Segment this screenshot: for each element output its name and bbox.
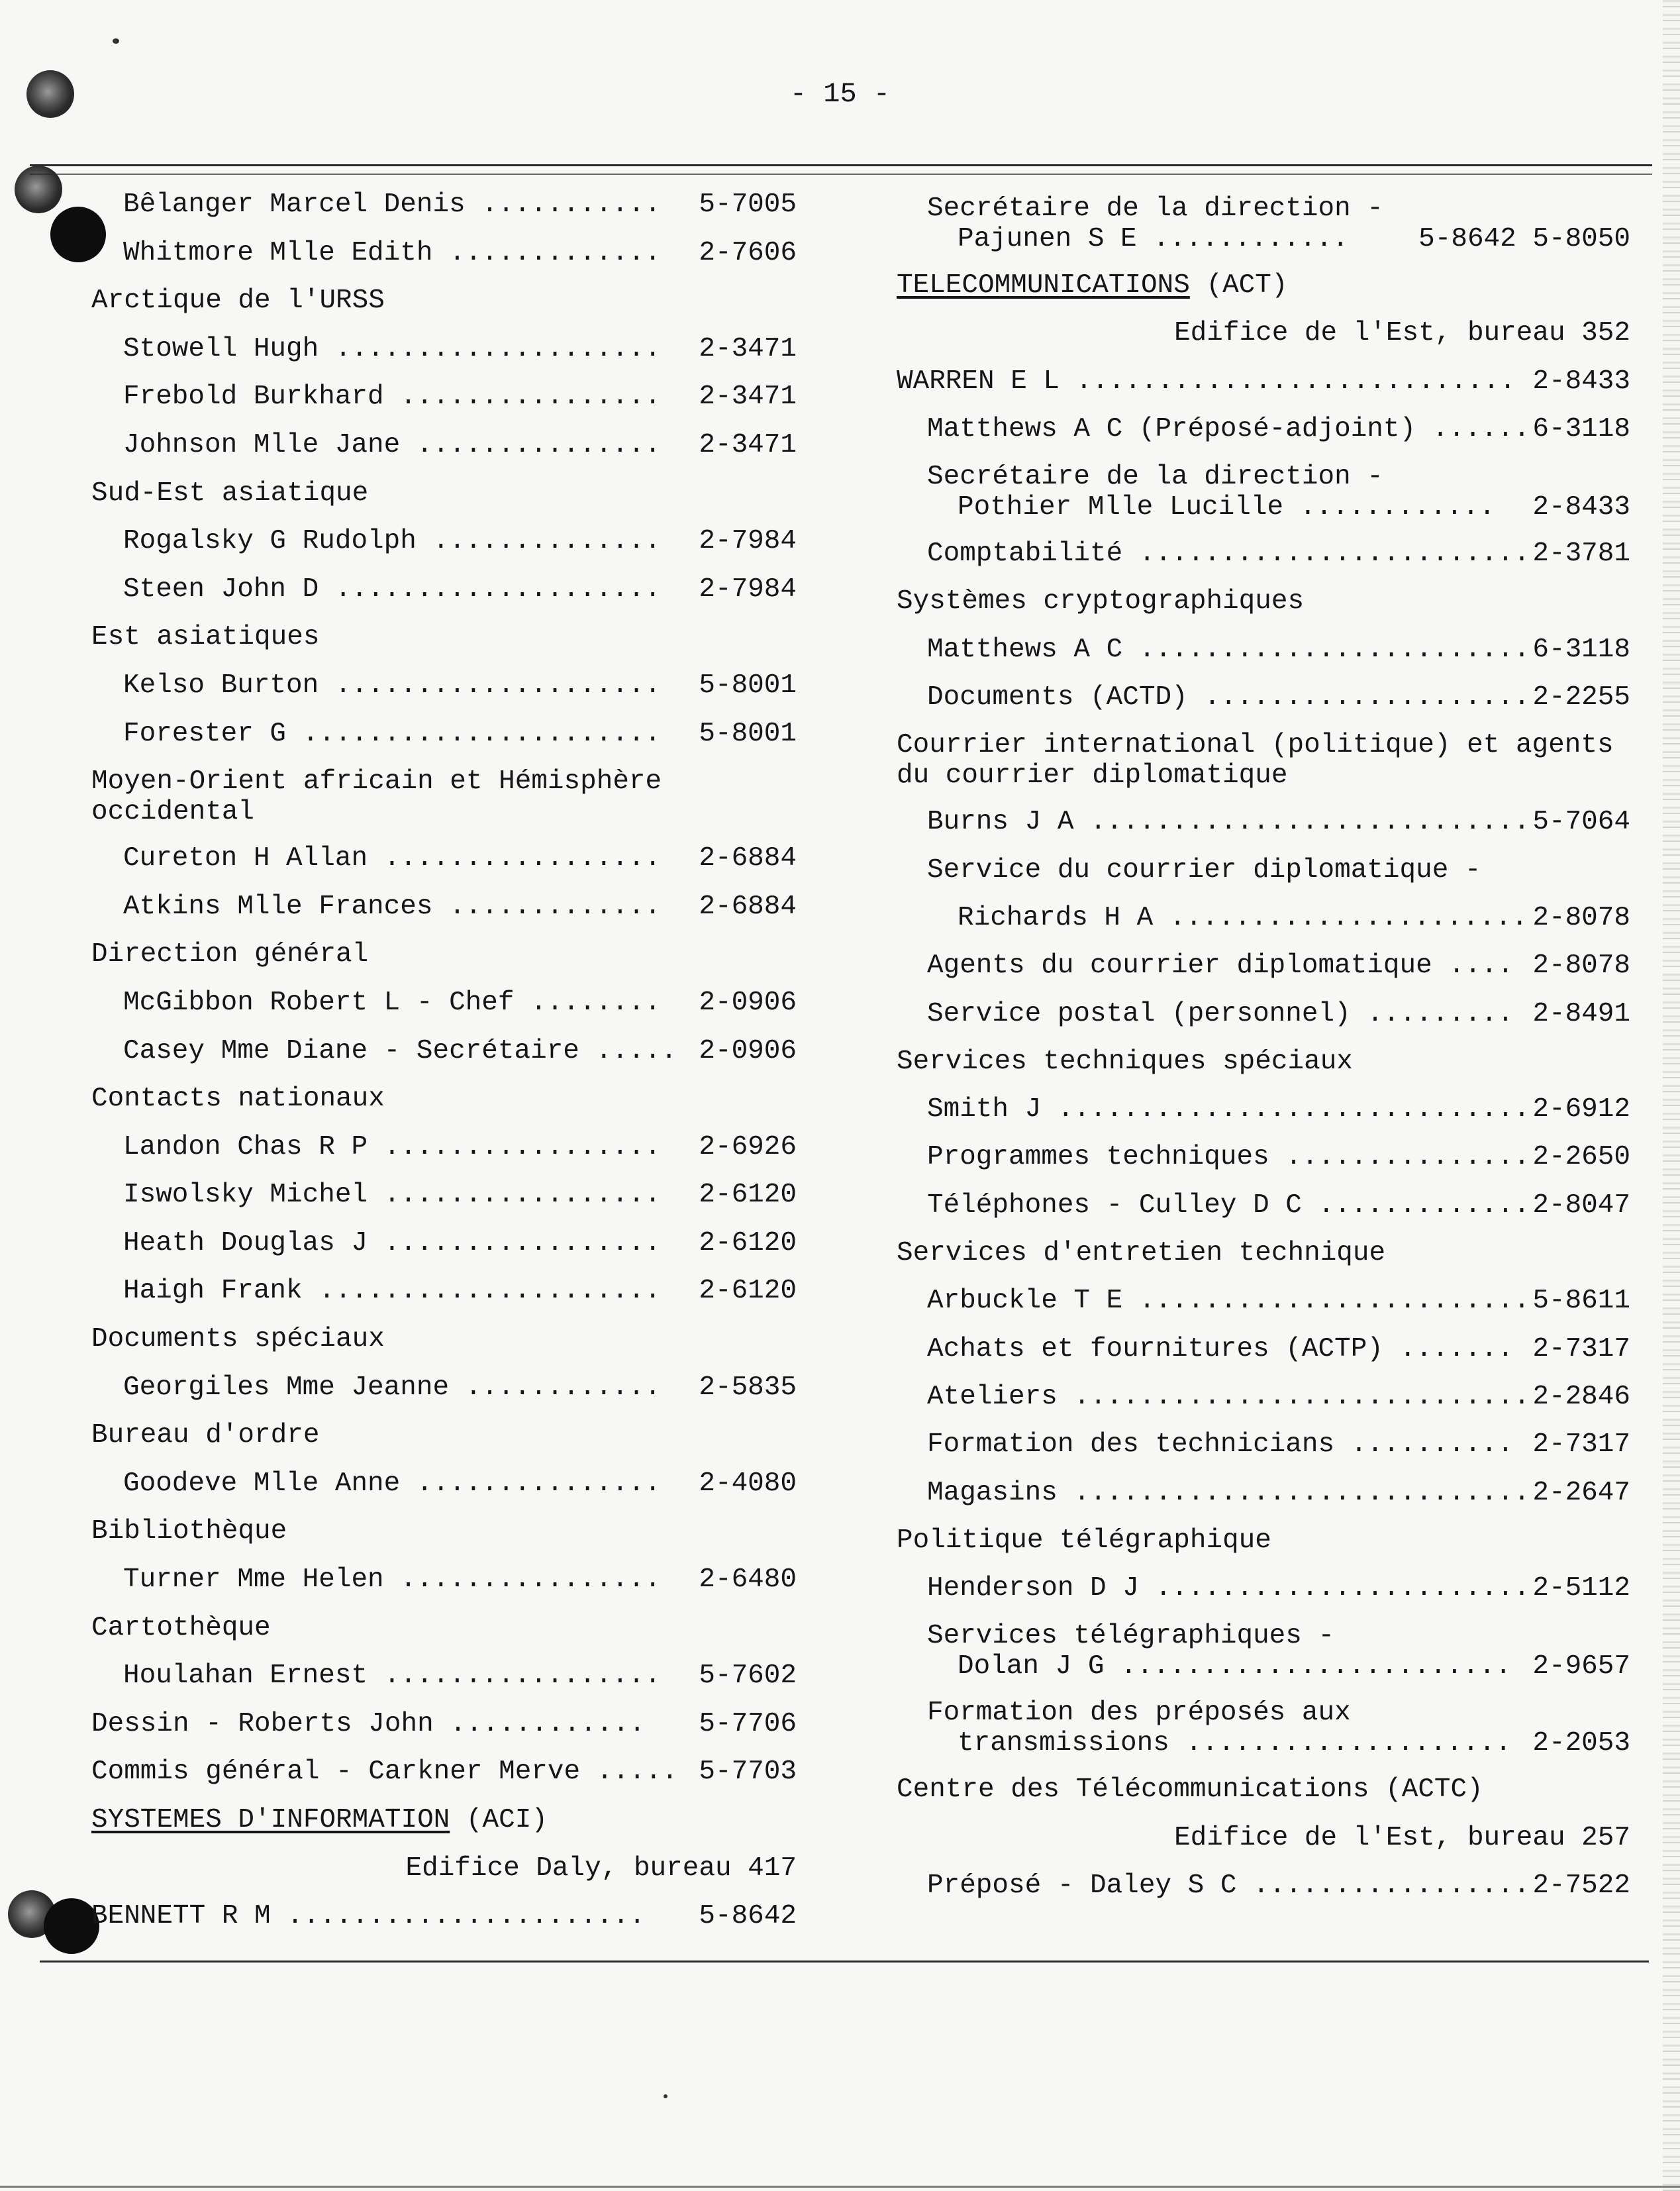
location-text: Edifice Daly, bureau 417 [405,1853,797,1884]
entry-name: Préposé - Daley S C ................. [927,1870,1530,1902]
directory-entry [897,538,1630,586]
phone-number: 2-7317 [1532,1333,1630,1364]
phone-number: 2-6884 [699,843,797,874]
entry-name: Secrétaire de la direction - [927,193,1383,224]
entry-name: Documents spéciaux [91,1324,385,1355]
entry-continuation: Pajunen S E ............ [958,224,1349,254]
entry-name: Goodeve Mlle Anne ............... [123,1468,661,1499]
directory-entry [897,1573,1630,1621]
directory-entry [91,1372,797,1421]
phone-number: 2-3471 [699,429,797,460]
directory-entry [91,574,797,623]
entry-name: Burns J A ........................... [927,807,1530,838]
directory-entry [897,1142,1630,1190]
section-heading [897,855,1630,903]
section-heading [91,1084,797,1132]
entry-name: Steen John D .................... [123,574,661,605]
section-heading [897,1774,1630,1822]
entry-name: Frebold Burkhard ................ [123,382,661,413]
directory-entry [897,1698,1630,1774]
directory-entry [91,1901,797,1949]
entry-name: Services d'entretien technique [897,1238,1386,1269]
directory-entry [91,334,797,382]
directory-entry [897,193,1630,270]
phone-number: 5-7064 [1532,807,1630,838]
section-heading [91,939,797,988]
section-title: TELECOMMUNICATIONS [897,270,1190,301]
phone-number: 2-3471 [699,333,797,364]
directory-entry [897,462,1630,538]
entry-name: Service du courrier diplomatique - [927,854,1481,886]
section-heading [91,1805,797,1853]
directory-entry [91,1036,797,1084]
phone-number: 2-6912 [1532,1094,1630,1125]
directory-entry [897,903,1630,950]
entry-name: Comptabilité ........................ [927,538,1530,570]
directory-entry [91,1132,797,1180]
entry-name: Whitmore Mlle Edith ............. [123,237,661,268]
directory-entry [91,1228,797,1276]
footer-rule [40,1961,1649,1962]
entry-name: Rogalsky G Rudolph .............. [123,526,661,557]
entry-continuation: occidental [91,797,255,828]
entry-name: Secrétaire de la direction - [927,462,1383,493]
section-heading [91,1324,797,1372]
phone-number: 2-0906 [699,1035,797,1066]
directory-entry [897,1286,1630,1333]
phone-number: 2-6926 [699,1131,797,1162]
entry-name: Stowell Hugh .................... [123,333,661,364]
scan-edge-noise [1663,0,1680,2191]
entry-continuation: du courrier diplomatique [897,760,1288,791]
entry-name: Systèmes cryptographiques [897,586,1305,617]
directory-entry [897,999,1630,1046]
location-text: Edifice de l'Est, bureau 257 [1174,1822,1630,1853]
directory-entry [897,635,1630,682]
entry-name: Service postal (personnel) ......... [927,998,1514,1029]
phone-number: 2-8433 [1532,366,1630,397]
entry-name: Henderson D J ....................... [927,1573,1530,1604]
directory-entry [91,382,797,430]
entry-name: Matthews A C (Préposé-adjoint) ...... [927,413,1530,444]
section-heading [91,478,797,527]
section-heading [91,1420,797,1468]
entry-name: Kelso Burton .................... [123,670,661,701]
entry-name: Haigh Frank ..................... [123,1276,661,1307]
directory-entry [897,807,1630,854]
phone-number: 2-4080 [699,1468,797,1499]
entry-name: Formation des préposés aux [927,1698,1351,1729]
section-heading [897,1238,1630,1286]
phone-number: 2-7984 [699,574,797,605]
directory-entry [897,1478,1630,1525]
directory-entry [91,843,797,892]
directory-entry [897,1621,1630,1698]
directory-entry [91,238,797,286]
phone-number: 2-7522 [1532,1870,1630,1902]
entry-name: Johnson Mlle Jane ............... [123,429,661,460]
phone-number: 2-5835 [699,1372,797,1403]
phone-number: 2-2650 [1532,1142,1630,1173]
entry-name: Atkins Mlle Frances ............. [123,891,661,922]
phone-number: 5-7706 [699,1708,797,1739]
entry-name: Arbuckle T E ........................ [927,1286,1530,1317]
directory-entry [91,670,797,719]
section-heading [91,1613,797,1661]
entry-name: Magasins ............................ [927,1477,1530,1508]
entry-name: Documents (ACTD) .................... [927,682,1530,713]
entry-name: McGibbon Robert L - Chef ........ [123,987,661,1018]
section-heading [897,1525,1630,1573]
entry-name: Courrier international (politique) et agents [897,730,1614,761]
entry-name: Richards H A ...................... [958,902,1528,933]
entry-name: Casey Mme Diane - Secrétaire ..... [123,1035,677,1066]
directory-entry [91,1276,797,1324]
entry-name: Politique télégraphique [897,1525,1271,1556]
punch-hole-upper [15,166,62,213]
directory-entry [91,430,797,478]
directory-entry [897,682,1630,730]
phone-number: 6-3118 [1532,413,1630,444]
directory-entry [91,1660,797,1709]
entry-name: Houlahan Ernest ................. [123,1660,661,1692]
entry-name: Dessin - Roberts John ............ [91,1708,646,1739]
entry-name: Cartothèque [91,1612,271,1643]
phone-number: 5-8642 5-8050 [1418,224,1630,254]
phone-number: 5-8001 [699,718,797,749]
phone-number: 2-8078 [1532,950,1630,982]
directory-entry [91,892,797,940]
phone-number: 2-6884 [699,891,797,922]
entry-name: BENNETT R M ...................... [91,1901,646,1932]
entry-name: Agents du courrier diplomatique .... [927,950,1514,982]
entry-name: Programmes techniques ............... [927,1142,1530,1173]
phone-number: 5-7602 [699,1660,797,1692]
section-code: (ACI) [450,1805,548,1835]
entry-name: Forester G ...................... [123,718,661,749]
left-column [91,189,797,1949]
directory-entry [897,1429,1630,1477]
directory-entry [91,1564,797,1613]
location-text: Edifice de l'Est, bureau 352 [1174,318,1630,349]
phone-number: 2-8491 [1532,998,1630,1029]
phone-number: 2-8433 [1532,492,1630,523]
entry-name: Moyen-Orient africain et Hémisphère [91,766,662,797]
directory-entry [91,1757,797,1805]
section-heading [91,1853,797,1902]
directory-entry [897,414,1630,462]
directory-entry [897,1190,1630,1238]
section-title: SYSTEMES D'INFORMATION [91,1805,450,1835]
entry-continuation: transmissions .................... [958,1728,1512,1759]
page-number: - 15 - [789,78,891,110]
phone-number: 2-2053 [1532,1728,1630,1759]
right-column [897,193,1630,1918]
entry-name: Est asiatiques [91,622,320,653]
section-heading [91,1516,797,1564]
section-code: (ACT) [1189,270,1288,301]
entry-name: Commis général - Carkner Merve ..... [91,1757,678,1788]
directory-entry [897,366,1630,414]
phone-number: 2-9657 [1532,1651,1630,1682]
directory-entry [897,1094,1630,1142]
directory-entry [91,526,797,574]
entry-name: Centre des Télécommunications (ACTC) [897,1774,1483,1806]
directory-entry [91,189,797,238]
directory-entry [897,950,1630,998]
phone-number: 2-7606 [699,237,797,268]
entry-continuation: Pothier Mlle Lucille ............ [958,492,1495,523]
phone-number: 2-5112 [1532,1573,1630,1604]
entry-name: Direction général [91,939,369,970]
entry-name: Bibliothèque [91,1516,287,1547]
phone-number: 2-6120 [699,1180,797,1211]
entry-name: Matthews A C ........................ [927,634,1530,665]
section-heading [897,1823,1630,1870]
phone-number: 5-7005 [699,189,797,220]
entry-name: Services techniques spéciaux [897,1046,1353,1077]
entry-name: Sud-Est asiatique [91,478,369,509]
phone-number: 2-2255 [1532,682,1630,713]
phone-number: 2-6120 [699,1227,797,1258]
directory-entry [91,988,797,1036]
phone-number: 2-8078 [1532,902,1630,933]
phone-number: 2-6120 [699,1276,797,1307]
entry-name: Cureton H Allan ................. [123,843,661,874]
phone-number: 5-8642 [699,1901,797,1932]
directory-entry [91,1709,797,1757]
entry-name: Services télégraphiques - [927,1621,1335,1652]
entry-name: Landon Chas R P ................. [123,1131,661,1162]
directory-entry [91,719,797,767]
entry-name: Iswolsky Michel ................. [123,1180,661,1211]
entry-name: Smith J ............................. [927,1094,1530,1125]
scan-speck [664,2094,667,2098]
entry-name: Bêlanger Marcel Denis ........... [123,189,661,220]
phone-number: 2-0906 [699,987,797,1018]
header-rule-thin [30,174,1652,175]
section-heading [91,622,797,670]
entry-continuation: Dolan J G ........................ [958,1651,1512,1682]
directory-entry [897,1870,1630,1918]
section-heading [91,766,797,843]
directory-entry [91,1468,797,1517]
phone-number: 5-8611 [1532,1286,1630,1317]
phone-number: 5-8001 [699,670,797,701]
phone-number: 2-3781 [1532,538,1630,570]
page-bottom-edge [0,2186,1680,2188]
entry-name: Téléphones - Culley D C ............. [927,1190,1530,1221]
phone-number: 2-3471 [699,382,797,413]
section-heading [897,318,1630,366]
phone-number: 6-3118 [1532,634,1630,665]
entry-name: Achats et fournitures (ACTP) ....... [927,1333,1514,1364]
scan-speck [113,38,119,44]
directory-entry [897,1382,1630,1429]
entry-name: Georgiles Mme Jeanne ............ [123,1372,661,1403]
entry-name: Contacts nationaux [91,1084,385,1115]
entry-name: Arctique de l'URSS [91,285,385,317]
section-heading [897,270,1630,318]
entry-name: Ateliers ............................ [927,1381,1530,1412]
entry-name: Formation des technicians .......... [927,1429,1514,1460]
header-rule [30,164,1652,166]
phone-number: 2-7984 [699,526,797,557]
entry-name: Heath Douglas J ................. [123,1227,661,1258]
entry-name: Bureau d'ordre [91,1420,320,1451]
directory-entry [91,1180,797,1228]
directory-entry [897,1334,1630,1382]
entry-name: WARREN E L ........................... [897,366,1516,397]
phone-number: 2-8047 [1532,1190,1630,1221]
phone-number: 5-7703 [699,1757,797,1788]
phone-number: 2-7317 [1532,1429,1630,1460]
section-heading [91,285,797,334]
section-heading [897,1046,1630,1094]
entry-name: Turner Mme Helen ................ [123,1564,661,1596]
section-heading [897,730,1630,807]
phone-number: 2-2846 [1532,1381,1630,1412]
phone-number: 2-6480 [699,1564,797,1596]
phone-number: 2-2647 [1532,1477,1630,1508]
section-heading [897,586,1630,634]
